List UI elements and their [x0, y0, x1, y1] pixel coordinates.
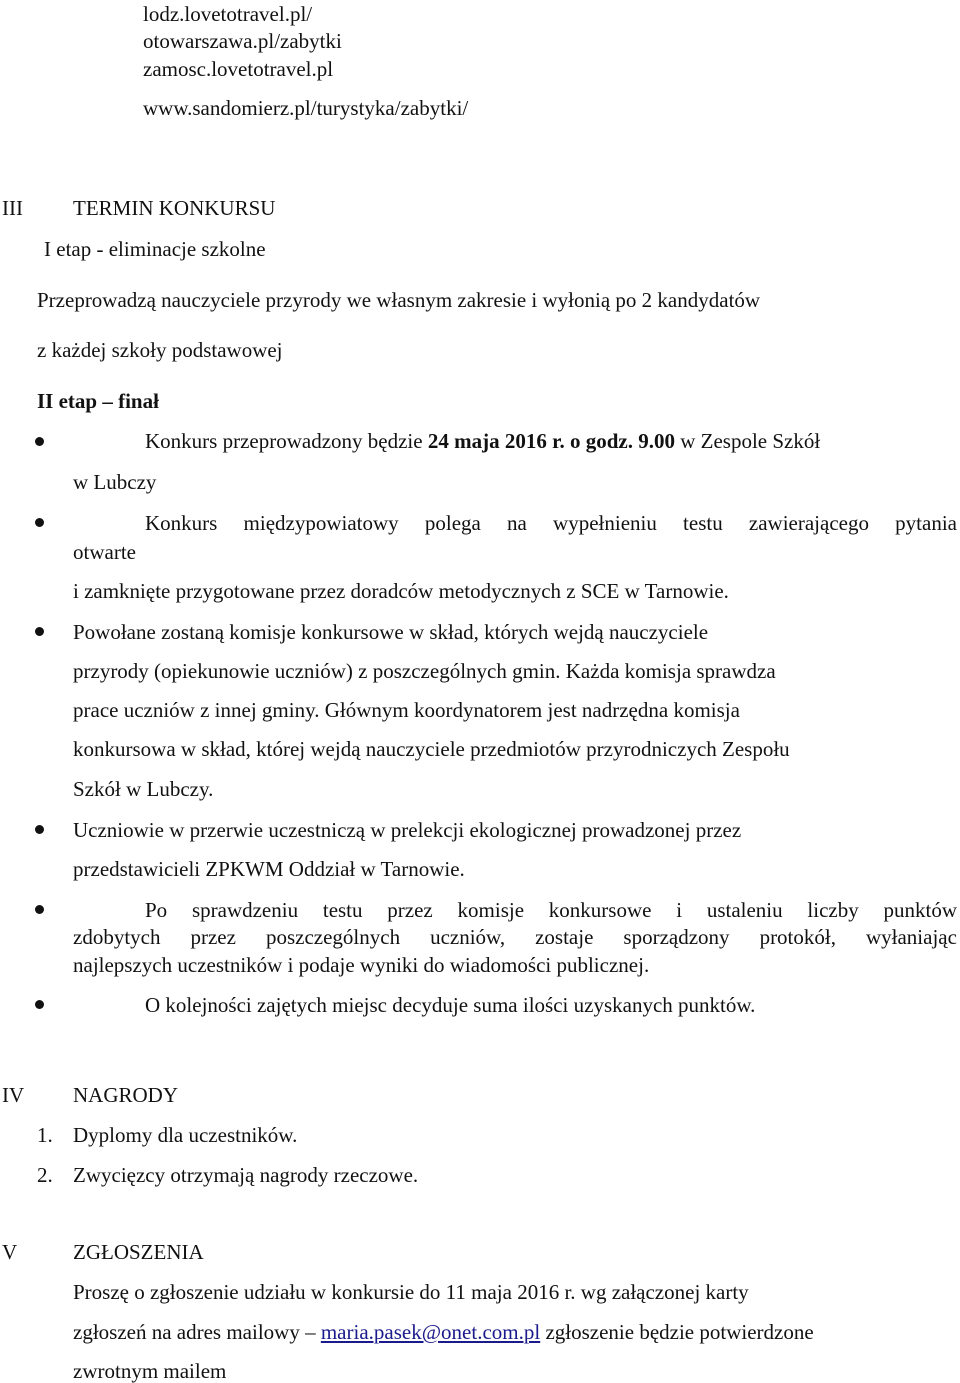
justified-word: uczniów,	[430, 925, 506, 949]
justified-word: polega	[424, 511, 481, 535]
section5-title: ZGŁOSZENIA	[73, 1240, 204, 1264]
prize-item-text: Zwycięzcy otrzymają nagrody rzeczowe.	[73, 1163, 419, 1187]
justified-word: protokół,	[759, 925, 836, 949]
bullet2-line2: otwarte	[73, 540, 136, 564]
stage1-text-line2: z każdej szkoły podstawowej	[37, 338, 283, 362]
bullet-icon	[35, 1000, 44, 1009]
justified-word: zostaje	[535, 925, 594, 949]
bullet3-line1: Powołane zostaną komisje konkursowe w skład, których wejdą nauczyciele	[73, 620, 709, 644]
section5-line3: zwrotnym mailem	[73, 1359, 227, 1383]
justified-word: sporządzony	[623, 925, 730, 949]
section4-title: NAGRODY	[73, 1083, 178, 1107]
bullet1-line1	[145, 429, 820, 453]
section3-number: III	[2, 196, 23, 220]
section5-line2-tail: zgłoszenie będzie potwierdzone	[540, 1320, 814, 1344]
justified-word: przez	[387, 898, 433, 922]
justified-word: poszczególnych	[265, 925, 401, 949]
section5-number: V	[2, 1240, 18, 1264]
justified-word: międzypowiatowy	[243, 511, 399, 535]
bullet5-line2	[73, 925, 957, 949]
section5-line2	[73, 1320, 814, 1344]
justified-word: sprawdzeniu	[191, 898, 299, 922]
justified-word: zdobytych	[73, 925, 161, 949]
prize-item-number: 2.	[37, 1163, 53, 1187]
stage1-title: I etap - eliminacje szkolne	[44, 237, 266, 261]
justified-word: testu	[683, 511, 723, 535]
justified-word: zawierającego	[748, 511, 869, 535]
bullet2-line3: i zamknięte przygotowane przez doradców metodycznych z SCE w Tarnowie.	[73, 579, 729, 603]
bullet3-line3: prace uczniów z innej gminy. Głównym koordynatorem jest nadrzędna komisja	[73, 698, 740, 722]
prize-item-number: 1.	[37, 1123, 53, 1147]
bullet2-line1	[145, 511, 957, 535]
bullet5-line1	[145, 898, 957, 922]
justified-word: wyłaniając	[865, 925, 957, 949]
justified-word: konkursowe	[548, 898, 652, 922]
bullet3-line4: konkursowa w skład, której wejdą nauczyciele przedmiotów przyrodniczych Zespołu	[73, 737, 790, 761]
justified-word: komisje	[457, 898, 525, 922]
link-line-4: www.sandomierz.pl/turystyka/zabytki/	[143, 96, 469, 120]
justified-word: Konkurs	[145, 511, 218, 535]
section5-line2-text: zgłoszeń na adres mailowy –	[73, 1320, 321, 1344]
justified-word: wypełnieniu	[553, 511, 657, 535]
justified-word: Po	[145, 898, 168, 922]
justified-word: na	[507, 511, 527, 535]
justified-word: liczby	[807, 898, 859, 922]
prize-item-text: Dyplomy dla uczestników.	[73, 1123, 298, 1147]
bullet-icon	[35, 518, 44, 527]
section4-number: IV	[2, 1083, 25, 1107]
justified-word: pytania	[895, 511, 957, 535]
justified-word: punktów	[883, 898, 957, 922]
bullet1-text: Konkurs przeprowadzony będzie	[145, 429, 428, 453]
link-line-3: zamosc.lovetotravel.pl	[143, 57, 334, 81]
bullet-icon	[35, 905, 44, 914]
bullet4-line2: przedstawicieli ZPKWM Oddział w Tarnowie.	[73, 857, 465, 881]
bullet1-date: 24 maja 2016 r. o godz. 9.00	[427, 429, 675, 453]
bullet4-line1: Uczniowie w przerwie uczestniczą w prelekcji ekologicznej prowadzonej przez	[73, 818, 742, 842]
stage1-text-line1: Przeprowadzą nauczyciele przyrody we własnym zakresie i wyłonią po 2 kandydatów	[37, 288, 761, 312]
bullet-icon	[35, 437, 44, 446]
email-link[interactable]: maria.pasek@onet.com.pl	[320, 1320, 541, 1344]
bullet-icon	[35, 627, 44, 636]
bullet3-line5: Szkół w Lubczy.	[73, 777, 214, 801]
bullet1-line2: w Lubczy	[73, 470, 157, 494]
bullet3-line2: przyrody (opiekunowie uczniów) z poszczególnych gmin. Każda komisja sprawdza	[73, 659, 776, 683]
bullet6-line1: O kolejności zajętych miejsc decyduje suma ilości uzyskanych punktów.	[145, 993, 756, 1017]
justified-word: ustaleniu	[706, 898, 783, 922]
section5-line1: Proszę o zgłoszenie udziału w konkursie do 11 maja 2016 r. wg załączonej karty	[73, 1280, 749, 1304]
section3-title: TERMIN KONKURSU	[73, 196, 276, 220]
bullet-icon	[35, 825, 44, 834]
justified-word: testu	[322, 898, 363, 922]
justified-word: przez	[190, 925, 236, 949]
bullet5-line3: najlepszych uczestników i podaje wyniki do wiadomości publicznej.	[73, 953, 650, 977]
link-line-2: otowarszawa.pl/zabytki	[143, 29, 342, 53]
stage2-title: II etap – finał	[37, 389, 159, 413]
justified-word: i	[676, 898, 683, 922]
bullet1-place: w Zespole Szkół	[674, 429, 821, 453]
link-line-1: lodz.lovetotravel.pl/	[143, 2, 313, 26]
